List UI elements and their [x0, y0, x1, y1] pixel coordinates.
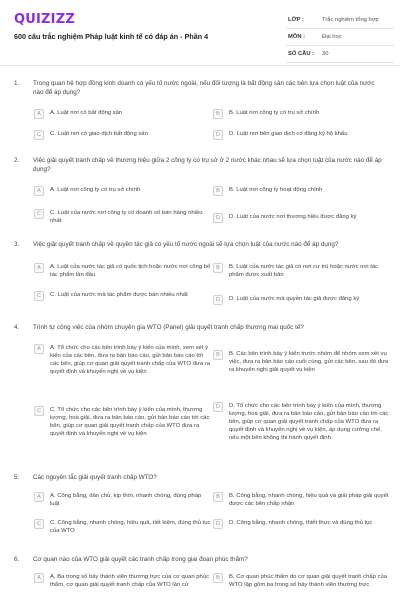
option-letter-badge: A [34, 263, 44, 273]
option-text: B. Luật của nước tác giả có nơi cư trú hoặc nước nơi tác phẩm được xuất bản [229, 264, 379, 278]
meta-label: MÔN : [288, 34, 306, 40]
document-header [0, 0, 400, 66]
option-letter-badge: D [213, 130, 223, 140]
question-number: 6. [14, 556, 20, 563]
meta-row-subject [286, 29, 394, 46]
meta-row-count [286, 46, 394, 63]
meta-value: Đại học [322, 34, 342, 40]
meta-label: LỚP : [288, 17, 304, 23]
question-number: 3. [14, 241, 20, 248]
option-text: C. Luật nơi có giao dịch bất động sản [50, 131, 148, 137]
option-text: B. Công bằng, nhanh chóng, hiệu quả và giải pháp giải quyết được các bên chấp nhận [229, 493, 389, 507]
option-text: C. Luật của nước mà tác phẩm được bán nhiều nhất [50, 292, 188, 298]
option-letter-badge: C [34, 406, 44, 416]
option-text: A. Luật nơi công ty có trụ sở chính [50, 187, 141, 193]
meta-row-class [286, 12, 394, 29]
option-letter-badge: B [213, 492, 223, 502]
question-number: 4. [14, 324, 20, 331]
option-text: D. Luật nơi bên giao dịch có đăng ký hộ khẩu [229, 131, 348, 137]
option-letter-badge: A [34, 573, 44, 583]
option-text: D. Luật của nước mà quyền tác giả được đăng ký [229, 296, 360, 302]
option-letter-badge: D [213, 295, 223, 305]
option-text: B. Luật nơi công ty có trụ sở chính [229, 110, 320, 116]
option-letter-badge: C [34, 130, 44, 140]
meta-label: SỐ CÂU : [288, 51, 315, 57]
option-text: A. Ba trong số bảy thành viên thường trực của cơ quan phúc thẩm, cơ quan giải quyết tranh chấp của WTO lần cử [50, 574, 210, 588]
option-text: C. Công bằng, nhanh chóng, hiệu quả, tiết kiệm, đúng thủ tục của WTO [50, 520, 211, 534]
question-text: Trong quan hệ hợp đồng kinh doanh có yếu tố nước ngoài, nếu đối tượng là bất động sản các bên lựa chọn luật của nước nào để áp dụng? [33, 80, 375, 96]
meta-value: 30 [322, 51, 329, 57]
option-letter-badge: B [213, 573, 223, 583]
option-letter-badge: C [34, 291, 44, 301]
question-number: 2. [14, 157, 20, 164]
option-letter-badge: B [213, 186, 223, 196]
meta-value: Trắc nghiệm tổng hợp [322, 17, 379, 23]
question-text: Các nguyên tắc giải quyết tranh chấp WTO? [33, 474, 157, 481]
question-text: Cơ quan nào của WTO giải quyết các tranh chấp trong giai đoạn phúc thẩm? [33, 556, 248, 563]
option-text: A. Tổ chức cho các bên trình bày ý kiến của mình, xem xét ý kiến của các bên, đưa ra bản báo cáo, gửi bản báo cáo tới các bên, giúp cơ quan giải quyết tranh chấp của WTO đưa ra quyết định và khuyến nghị về vụ kiện [50, 345, 210, 375]
option-letter-badge: C [34, 209, 44, 219]
document-title: 600 câu trắc nghiệm Pháp luật kinh tế có đáp án - Phần 4 [14, 32, 209, 41]
option-text: B. Các bên trình bày ý kiến trước nhóm để nhóm xem xét vụ việc, đưa ra bản báo cáo cuối cùng, gửi các bên, sau đó đưa ra khuyến nghị giải quyết vụ kiện [229, 351, 389, 373]
option-letter-badge: A [34, 344, 44, 354]
option-letter-badge: A [34, 492, 44, 502]
option-letter-badge: D [213, 402, 223, 412]
question-text: Việc giải quyết tranh chấp về thương hiệu giữa 2 công ty có trụ sở ở 2 nước khác nhau sẽ lựa chọn luật của nước nào để áp dụng? [33, 157, 382, 173]
question-number: 5. [14, 474, 20, 481]
option-text: D. Công bằng, nhanh chóng, thiết thực và đúng thủ tục [229, 520, 373, 526]
option-text: D. Tổ chức cho các bên trình bày ý kiến của mình, thương lượng, hoà giải, đưa ra bản báo cáo, gửi bản báo cáo tới các bên, giúp cơ quan giải quyết tranh chấp của WTO đưa ra quyết định và khuyến nghị về vụ kiện, áp dụng cưỡng chế, nếu một bên không thi hành quyết định [229, 403, 389, 441]
option-text: A. Luật của nước tác giả có quốc tịch hoặc nước nơi công bố tác phẩm lần đầu [50, 264, 211, 278]
option-letter-badge: D [213, 519, 223, 529]
option-letter-badge: A [34, 109, 44, 119]
option-letter-badge: A [34, 186, 44, 196]
question-text: Trình tự công việc của nhóm chuyên gia WTO (Panel) giải quyết tranh chấp thương mại quốc tế? [33, 324, 304, 331]
question-text: Việc giải quyết tranh chấp về quyền tác giả có yếu tố nước ngoài sẽ lựa chọn luật của nước nào để áp dụng? [33, 241, 339, 248]
option-letter-badge: B [213, 109, 223, 119]
option-letter-badge: D [213, 213, 223, 223]
option-letter-badge: B [213, 350, 223, 360]
meta-table [286, 12, 394, 63]
quizizz-logo: QUIZIZZ [14, 12, 75, 27]
option-text: B. Cơ quan phúc thẩm do cơ quan giải quyết tranh chấp của WTO lập gồm ba trong số bảy thành viên thường trực [229, 574, 388, 588]
option-letter-badge: B [213, 263, 223, 273]
question-number: 1. [14, 80, 20, 87]
option-text: D. Luật của nước nơi thương hiệu được đăng ký [229, 214, 357, 220]
option-text: A. Công bằng, dân chủ, kịp thời, nhanh chóng, đúng pháp luật [50, 493, 202, 507]
option-text: C. Tổ chức cho các bên trình bày ý kiến của mình, thương lượng, hoà giải, đưa ra bản báo cáo, gửi bản báo cáo tới các bên, giúp cơ quan giải quyết tranh chấp của WTO đưa ra quyết định và khuyến nghị về vụ kiện [50, 407, 210, 437]
option-letter-badge: C [34, 519, 44, 529]
option-text: A. Luật nơi có bất động sản [50, 110, 123, 116]
option-text: B. Luật nơi công ty hoạt động chính [229, 187, 323, 193]
option-text: C. Luật của nước nơi công ty có doanh số bán hàng nhiều nhất [50, 210, 203, 224]
